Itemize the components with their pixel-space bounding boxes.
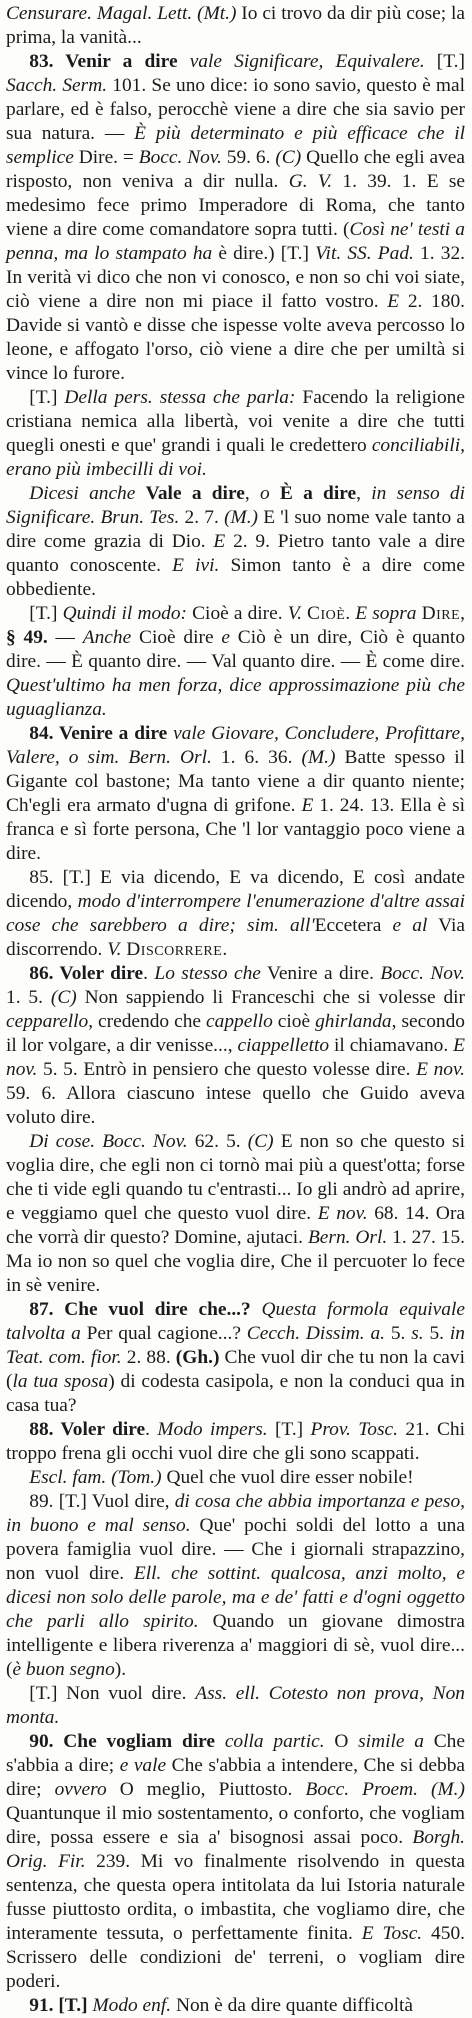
italic-text: Bocc. Nov. bbox=[138, 147, 222, 168]
italic-text: di cosa che abbia importanza e peso, in buono e mal senso. bbox=[6, 1491, 465, 1536]
entry-headword: 87. Che vuol dire che...? bbox=[29, 1299, 251, 1320]
italic-text: o bbox=[259, 483, 270, 504]
body-text: 101. Se uno dice: io sono savio, questo è mal parlare, ed è falso, perocchè viene a dire che sia savio per sua natura. — bbox=[6, 75, 465, 144]
italic-text: e bbox=[221, 627, 230, 648]
italic-text: cepparello bbox=[6, 1011, 89, 1032]
italic-text: E ivi. bbox=[172, 555, 220, 576]
italic-text: in senso di Significare. Brun. Tes. bbox=[6, 483, 466, 528]
entry-headword: § 49. bbox=[6, 627, 48, 648]
body-text: 2. 180. Davide si vantò e disse che ispesse volte aveva percosso lo leone, e affogato l'orso, ciò viene a dire che per umiltà si vince lo furore. bbox=[6, 291, 465, 384]
body-text: O meglio, Piuttosto. bbox=[106, 1779, 306, 1800]
italic-text: (C) bbox=[275, 147, 302, 168]
body-text: . bbox=[222, 939, 228, 960]
body-text: 5. bbox=[423, 1323, 450, 1344]
cross-reference: Dire bbox=[421, 603, 461, 624]
entry-83-quindi bbox=[6, 602, 465, 722]
italic-text: E bbox=[387, 291, 400, 312]
body-text: . bbox=[145, 1419, 158, 1440]
italic-text: Borgh. Orig. Fir. bbox=[6, 1827, 465, 1872]
body-text: 62. 5. bbox=[187, 1131, 248, 1152]
body-text: Che s'abbia a dire; bbox=[6, 1731, 465, 1776]
italic-text: ovvero bbox=[54, 1779, 107, 1800]
body-text: , bbox=[356, 483, 372, 504]
body-text: 85. [T.] E via dicendo, E va dicendo, E così andate dicendo, bbox=[6, 867, 465, 912]
body-text: Cioè dire bbox=[131, 627, 222, 648]
entry-83-della-pers bbox=[6, 386, 465, 482]
body-text: ). bbox=[114, 1659, 127, 1680]
body-text: Facendo la religione cristiana nemica alla libertà, voi venite a dire che tutti quegli onesti e que' grandi i quali le credettero bbox=[6, 387, 465, 456]
entry-90 bbox=[6, 1730, 465, 1994]
body-text: Quel che vuol dire esser nobile! bbox=[161, 1467, 414, 1488]
italic-text: Prov. Tosc. bbox=[310, 1419, 398, 1440]
italic-text: Di cose. Bocc. Nov. bbox=[29, 1131, 188, 1152]
italic-text: (M.) bbox=[301, 747, 336, 768]
body-text: Ciò è un dire, Ciò è quanto dire. — È quanto dire. — Val quanto dire. — È come dire. bbox=[6, 627, 466, 672]
body-text: 1. 32. In verità vi dico che non vi conosco, e non so chi voi siate, ciò viene a dire non mi piace il fatto vostro. bbox=[6, 243, 465, 312]
italic-text: simile a bbox=[358, 1731, 424, 1752]
italic-text: E nov. bbox=[6, 1035, 466, 1080]
body-text bbox=[135, 483, 145, 504]
body-text bbox=[215, 1731, 225, 1752]
body-text: 5. bbox=[385, 1323, 412, 1344]
italic-text: e vale bbox=[119, 1755, 167, 1776]
italic-text: (C) bbox=[247, 1131, 274, 1152]
body-text: Che s'abbia a intendere, Che si debba dire; bbox=[6, 1755, 466, 1800]
entry-headword: 90. Che vogliam dire bbox=[29, 1731, 216, 1752]
italic-text: Cecch. Dissim. a. bbox=[246, 1323, 386, 1344]
entry-83 bbox=[6, 50, 465, 386]
italic-text: Bocc. Nov. bbox=[380, 963, 465, 984]
body-text: [T.] bbox=[267, 1419, 311, 1440]
body-text: [T.] Non vuol dire. bbox=[29, 1683, 196, 1704]
italic-text: cappello bbox=[206, 1011, 273, 1032]
italic-text: (M.) bbox=[224, 507, 258, 528]
body-text: E 'l suo nome vale tanto a dire come grazia di Dio. bbox=[6, 507, 465, 552]
body-text: 239. Mi vo finalmente risolvendo in questa sentenza, che questa opera intitolata da lui Istoria naturale fusse piuttosto ordita, o imbastita, che vogliamo dire, che interamente tessuta, o perfettamente finita. bbox=[6, 1851, 465, 1944]
italic-text: È più determinato e più efficace che il semplice bbox=[6, 123, 465, 168]
body-text: 59. 6. Allora ciascuno intese quello che Guido aveva voluto dire. bbox=[6, 1083, 465, 1128]
italic-text: G. V. bbox=[288, 171, 333, 192]
body-text bbox=[178, 51, 190, 72]
entry-88 bbox=[6, 1418, 465, 1466]
italic-text: Sacch. Serm. bbox=[6, 75, 108, 96]
entry-86 bbox=[6, 962, 465, 1130]
body-text: 68. 14. Ora che vorrà dir questo? Domine, ajutaci. bbox=[6, 1203, 466, 1248]
body-text: Venire a dire. bbox=[260, 963, 381, 984]
entry-headword: 88. Voler dire bbox=[29, 1419, 146, 1440]
body-text: 1. 6. 36. bbox=[211, 747, 302, 768]
body-text: il chiamavano. bbox=[329, 1035, 454, 1056]
entry-86-di-cose bbox=[6, 1130, 465, 1298]
body-text: 2. 88. bbox=[121, 1347, 176, 1368]
italic-text: (C) bbox=[50, 987, 77, 1008]
body-text bbox=[270, 483, 280, 504]
italic-text: Quest'ultimo ha men forza, dice approssimazione più che uguaglianza. bbox=[6, 675, 465, 720]
entry-85 bbox=[6, 866, 465, 962]
body-text: . bbox=[345, 603, 356, 624]
entry-headword: 84. Venire a dire bbox=[29, 723, 168, 744]
entry-headword: È a dire bbox=[279, 483, 357, 504]
entry-headword: 91. [T.] bbox=[29, 1995, 88, 2016]
body-text bbox=[251, 1299, 262, 1320]
body-text: 1. 39. 1. E se medesimo fece primo Imperadore di Roma, che tanto viene a dire come comandatore sopra tutti. ( bbox=[6, 171, 466, 240]
italic-text: la tua sposa bbox=[12, 1371, 109, 1392]
body-text: , bbox=[244, 483, 260, 504]
body-text: , secondo il lor volgare, a dir venisse..., bbox=[6, 1011, 465, 1056]
italic-text: Della pers. stessa che parla: bbox=[64, 387, 296, 408]
italic-text: in Teat. com. fior. bbox=[6, 1323, 465, 1368]
body-text: 89. [T.] Vuol dire, bbox=[29, 1491, 175, 1512]
italic-text: Modo impers. bbox=[157, 1419, 268, 1440]
italic-text: V. bbox=[107, 939, 122, 960]
body-text: [T.] bbox=[424, 51, 465, 72]
entry-89 bbox=[6, 1490, 465, 1682]
entry-83-vale-a-dire bbox=[6, 482, 465, 602]
italic-text: conciliabili, erano più imbecilli di voi. bbox=[6, 435, 465, 480]
body-text: , bbox=[460, 603, 465, 624]
body-text: Simon tanto è a dire come obbediente. bbox=[6, 555, 465, 600]
body-text: Non è da dire quante difficoltà bbox=[171, 1995, 414, 2016]
italic-text: s. bbox=[411, 1323, 424, 1344]
italic-text: V. bbox=[287, 603, 302, 624]
entry-87 bbox=[6, 1298, 465, 1418]
body-text: Cioè a dire. bbox=[187, 603, 288, 624]
italic-text: Bocc. Proem. (M.) bbox=[305, 1779, 465, 1800]
body-text: è dire.) [T.] bbox=[212, 243, 316, 264]
body-text: ) di codesta casipola, e non la conduci qua in casa tua? bbox=[6, 1371, 466, 1416]
italic-text: ciappelletto bbox=[237, 1035, 330, 1056]
body-text: 21. Chi troppo frena gli occhi vuol dire che gli sono scappati. bbox=[6, 1419, 465, 1464]
body-text: cioè bbox=[272, 1011, 316, 1032]
entry-84 bbox=[6, 722, 465, 866]
italic-text: Così ne' testi a penna, ma lo stampato ha bbox=[6, 219, 465, 264]
entry-headword: 86. Voler dire bbox=[29, 963, 144, 984]
italic-text: E sopra bbox=[355, 603, 417, 624]
italic-text: Lo stesso che bbox=[154, 963, 261, 984]
italic-text: e al bbox=[392, 915, 428, 936]
entry-censurare-continuation bbox=[6, 2, 465, 50]
body-text: Dire. = bbox=[73, 147, 139, 168]
entry-88-escl bbox=[6, 1466, 465, 1490]
body-text: Via discorrendo. bbox=[6, 915, 465, 960]
cross-reference: Discorrere bbox=[126, 939, 223, 960]
body-text: Batte spesso il Gigante col bastone; Ma tanto viene a dir quanto niente; Ch'egli era armato d'ugna di grifone. bbox=[6, 747, 466, 816]
italic-text: Vit. SS. Pad. bbox=[315, 243, 414, 264]
body-text: O bbox=[324, 1731, 359, 1752]
italic-text: Ass. ell. Cotesto non prova, Non monta. bbox=[6, 1683, 466, 1728]
body-text: . bbox=[143, 963, 155, 984]
italic-text: vale Giovare, Concludere, Profittare, Valere, o sim. Bern. Orl. bbox=[6, 723, 465, 768]
body-text: Quando un giovane dimostra intelligente e libera riverenza a' maggiori di sè, vuol dire... ( bbox=[6, 1611, 465, 1680]
body-text: 1. 27. 15. Ma io non so quel che voglia dire, Che il percuoter lo fece in sè venire. bbox=[6, 1227, 465, 1296]
italic-text: vale Significare, Equivalere. bbox=[189, 51, 425, 72]
body-text: Quello che egli avea risposto, non veniva a dir nulla. bbox=[6, 147, 466, 192]
body-text: Io ci trovo da dir più cose; la prima, la vanità... bbox=[6, 3, 465, 48]
italic-text: Escl. fam. (Tom.) bbox=[29, 1467, 162, 1488]
italic-text: ghirlanda bbox=[315, 1011, 392, 1032]
italic-text: E bbox=[301, 795, 314, 816]
entry-89-non-vuol-dire bbox=[6, 1682, 465, 1730]
body-text: 5. 5. Entrò in pensiero che questo volesse dire. bbox=[37, 1059, 417, 1080]
entry-91 bbox=[6, 1994, 465, 2018]
body-text: [T.] bbox=[29, 387, 65, 408]
italic-text: Bern. Orl. bbox=[307, 1227, 388, 1248]
body-text: 1. 5. bbox=[6, 987, 51, 1008]
entry-headword: 83. Venir a dire bbox=[29, 51, 178, 72]
italic-text: modo d'interrompere l'enumerazione d'altre assai cose che sarebbero a dire; sim. all' bbox=[6, 891, 465, 936]
body-text: Non sappiendo li Franceschi che si volesse dir bbox=[76, 987, 466, 1008]
italic-text: E nov. bbox=[416, 1059, 465, 1080]
italic-text: Questa formola equivale talvolta a bbox=[6, 1299, 465, 1344]
body-text: — bbox=[47, 627, 83, 648]
italic-text: Modo enf. bbox=[92, 1995, 172, 2016]
italic-text: Ell. che sottint. qualcosa, anzi molto, e dicesi non solo delle parole, ma e de' fatti e d'ogni oggetto che parli allo spirito. bbox=[6, 1563, 465, 1632]
entry-headword: Vale a dire bbox=[145, 483, 245, 504]
body-text: 2. 7. bbox=[179, 507, 225, 528]
italic-text: E bbox=[213, 531, 226, 552]
body-text: Eccetera bbox=[314, 915, 393, 936]
body-text: 2. 9. Pietro tanto vale a dire quanto conoscente. bbox=[6, 531, 465, 576]
italic-text: Quindi il modo: bbox=[62, 603, 187, 624]
body-text: 450. Scrissero delle condizioni de' terreni, o vogliam dire poderi. bbox=[6, 1923, 465, 1992]
body-text: , credendo che bbox=[88, 1011, 207, 1032]
body-text: 1. 24. 13. Ella è sì franca e sì forte persona, Che 'l lor vantaggio poco viene a dire. bbox=[6, 795, 465, 864]
body-text: Per qual cagione...? bbox=[80, 1323, 247, 1344]
cross-reference: Cioè bbox=[307, 603, 346, 624]
italic-text: Dicesi anche bbox=[29, 483, 136, 504]
entry-headword: (Gh.) bbox=[175, 1347, 220, 1368]
italic-text: è buon segno bbox=[12, 1659, 115, 1680]
body-text: E non so che questo si voglia dire, che egli non ci tornò mai più a quest'otta; forse che ti vide egli quando tu c'entrasti... Io gli andrò ad aprire, e veggiamo quel che questo vuol dire. bbox=[6, 1131, 465, 1224]
body-text: Que' pochi soldi del lotto a una povera famiglia vuol dire. — Che i giornali strapazzino, non vuol dire. bbox=[6, 1515, 465, 1584]
body-text: 59. 6. bbox=[221, 147, 276, 168]
body-text: Che vuol dir che tu non la cavi ( bbox=[6, 1347, 465, 1392]
italic-text: E Tosc. bbox=[361, 1923, 423, 1944]
italic-text: Anche bbox=[82, 627, 132, 648]
italic-text: Censurare. Magal. Lett. (Mt.) bbox=[6, 3, 237, 24]
body-text: [T.] bbox=[29, 603, 63, 624]
italic-text: E nov. bbox=[317, 1203, 368, 1224]
italic-text: colla partic. bbox=[224, 1731, 325, 1752]
body-text: Quantunque il mio sostentamento, o conforto, che vogliam dire, possa essere e sia a' bisognosi assai poco. bbox=[6, 1803, 465, 1848]
